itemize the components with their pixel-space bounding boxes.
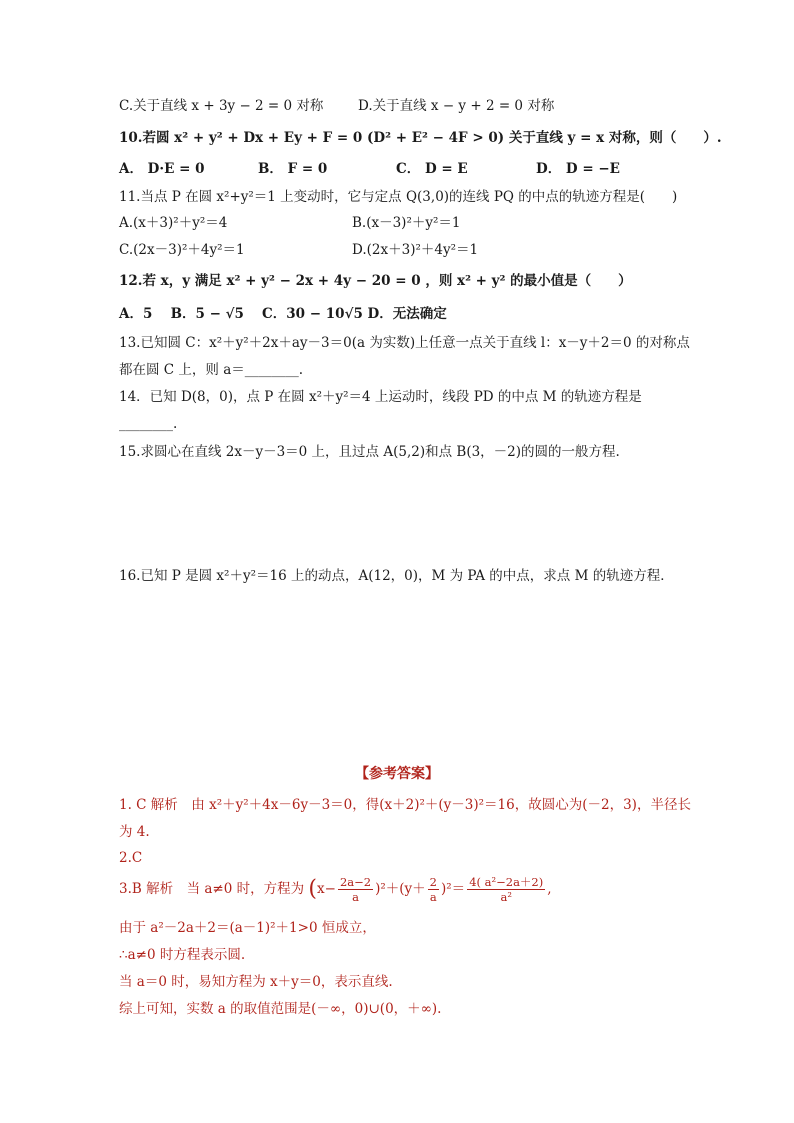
answer-3-line-1 [119, 874, 552, 905]
question-16: 16.已知 P 是圆 x²＋y²＝16 上的动点，A(12，0)，M 为 PA 的中点，求点 M 的轨迹方程． [119, 568, 674, 584]
question-9-option-d: D.关于直线 x − y + 2 = 0 对称 [358, 98, 555, 114]
fraction-1-denominator: a [352, 890, 359, 904]
answer-3-line-5: 综上可知，实数 a 的取值范围是(－∞，0)∪(0，＋∞). [119, 1001, 442, 1017]
answer-3-line-2: 由于 a²－2a＋2＝(a－1)²＋1>0 恒成立， [119, 920, 376, 936]
question-11: 11.当点 P 在圆 x²+y²＝1 上变动时，它与定点 Q(3,0)的连线 PQ 的中点的轨迹方程是( ) [119, 189, 678, 205]
answer-3-x-term: x− [317, 881, 336, 897]
question-11-option-b: B.(x－3)²＋y²＝1 [352, 215, 461, 231]
question-10-option-c: C． D = E [396, 161, 468, 177]
fraction-1 [338, 875, 373, 904]
fraction-1-numerator: 2a−2 [339, 875, 372, 889]
answer-3-middle: )²＋(y＋ [375, 881, 426, 897]
question-13-line-2: 都在圆 C 上，则 a＝________. [119, 362, 304, 378]
fraction-3-denominator: a² [500, 890, 512, 904]
question-11-option-c: C.(2x－3)²＋4y²＝1 [119, 242, 245, 258]
answer-3-line-3: ∴a≠0 时方程表示圆. [119, 947, 246, 963]
question-10-option-a: A． D·E = 0 [119, 161, 205, 177]
question-14-line-1: 14．已知 D(8，0)，点 P 在圆 x²＋y²＝4 上运动时，线段 PD 的中点 M 的轨迹方程是 [119, 389, 642, 405]
answer-2: 2.C [119, 850, 143, 866]
fraction-2-denominator: a [429, 890, 437, 904]
answer-1-line-2: 为 4. [119, 824, 150, 840]
question-10: 10.若圆 x² + y² + Dx + Ey + F = 0 (D² + E² − 4F > 0) 关于直线 y = x 对称，则（ ）. [119, 130, 722, 146]
fraction-2 [428, 875, 439, 904]
question-12: 12.若 x，y 满足 x² + y² − 2x + 4y − 20 = 0 ，则 x² + y² 的最小值是（ ） [119, 273, 632, 289]
fraction-3-numerator: 4( a²−2a＋2) [469, 875, 544, 889]
question-10-option-d: D． D = −E [536, 161, 620, 177]
question-11-option-a: A.(x＋3)²＋y²＝4 [119, 215, 228, 231]
answer-section-title: 【参考答案】 [355, 766, 439, 782]
question-14-line-2: ________. [119, 416, 178, 432]
question-15: 15.求圆心在直线 2x－y－3＝0 上，且过点 A(5,2)和点 B(3，－2)的圆的一般方程. [119, 444, 620, 460]
question-12-options: A．5 B．5 − √5 C．30 − 10√5 D．无法确定 [119, 306, 447, 322]
question-9-option-c: C.关于直线 x + 3y − 2 = 0 对称 [119, 98, 324, 114]
fraction-3 [467, 875, 545, 904]
answer-3-end: , [547, 881, 552, 897]
answer-1-line-1: 1. C 解析 由 x²＋y²＋4x－6y－3＝0，得(x＋2)²＋(y－3)²＝16，故圆心为(－2，3)，半径长 [119, 797, 691, 813]
answer-3-equals: )²＝ [441, 881, 466, 897]
answer-3-prefix: 3.B 解析 当 a≠0 时，方程为 [119, 881, 305, 897]
question-11-option-d: D.(2x＋3)²＋4y²＝1 [352, 242, 479, 258]
question-10-option-b: B． F = 0 [258, 161, 328, 177]
fraction-2-numerator: 2 [429, 875, 437, 889]
question-13-line-1: 13.已知圆 C：x²＋y²＋2x＋ay－3＝0(a 为实数)上任意一点关于直线 l：x－y＋2＝0 的对称点 [119, 335, 690, 351]
answer-3-line-4: 当 a＝0 时，易知方程为 x＋y＝0，表示直线. [119, 974, 393, 990]
paren-open: ( [308, 876, 318, 902]
